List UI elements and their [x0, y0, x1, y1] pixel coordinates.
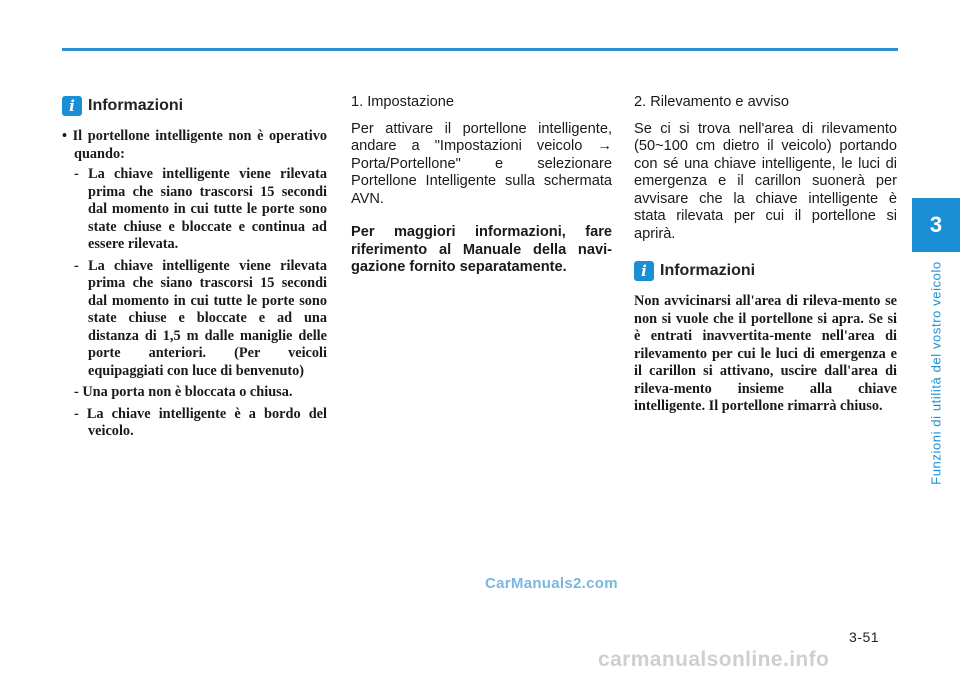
info-text: Non avvicinarsi all'area di rileva-mento se non si vuole che il portellone si apra. Se si è entrati inavvertita-mente nell'area di rilevamento per cui le luci di emergenza e il carillon si attivano, uscire dall'area di rileva-mento insieme alla chiave intelligente. Il portellone rimarrà chiuso.: [634, 293, 897, 414]
list-item: - Una porta non è bloccata o chiusa.: [74, 384, 293, 400]
bullet-text: • Il portellone intelligente non è operativo quando:: [62, 128, 327, 162]
info-icon: i: [62, 96, 82, 116]
top-rule: [62, 48, 898, 51]
section-heading: 2. Rilevamento e avviso: [634, 94, 789, 110]
page-number: 3-51: [849, 629, 880, 645]
paragraph: Se ci si trova nell'area di rilevamento (50~100 cm dietro il veicolo) portando con sé una chiave intelligente, le luci di emergenza e il carillon suonerà per avvisare che la chiave intelligente è stata rilevata per cui il portellone si aprirà.: [634, 120, 897, 242]
list-item: - La chiave intelligente viene rilevata prima che siano trascorsi 15 secondi dal momento in cui tutte le porte sono state chiuse e bloccate e ad una distanza di 1,5 m dalle maniglie delle porte anteriori. (Per veicoli equipaggiati con luce di benvenuto): [74, 257, 327, 379]
column-right: [634, 94, 897, 416]
info-title: Informazioni: [660, 262, 756, 279]
info-icon: i: [634, 261, 654, 281]
column-middle: [351, 94, 612, 277]
footer-watermark: carmanualsonline.info: [598, 648, 830, 671]
column-left: [62, 94, 327, 445]
list-item: - La chiave intelligente viene rilevata prima che siano trascorsi 15 secondi dal momento in cui tutte le porte sono state chiuse e bloccate e continua ad essere rilevata.: [74, 166, 327, 252]
watermark: CarManuals2.com: [485, 575, 618, 592]
chapter-title: Funzioni di utilità del vostro veicolo: [928, 261, 944, 485]
list-item: - La chiave intelligente è a bordo del veicolo.: [74, 405, 327, 439]
section-heading: 1. Impostazione: [351, 94, 455, 110]
info-header: [634, 259, 897, 283]
info-title: Informazioni: [88, 97, 184, 114]
chapter-number: 3: [929, 212, 943, 237]
bold-note: Per maggiori informazioni, fare riferimento al Manuale della navi-gazione fornito separatamente.: [351, 224, 612, 275]
info-header: [62, 94, 327, 118]
paragraph: Per attivare il portellone intelligente, andare a "Impostazioni veicolo → Porta/Portellone" e selezionare Portellone Intelligente sulla schermata AVN.: [351, 120, 612, 207]
chapter-tab: [912, 198, 960, 252]
